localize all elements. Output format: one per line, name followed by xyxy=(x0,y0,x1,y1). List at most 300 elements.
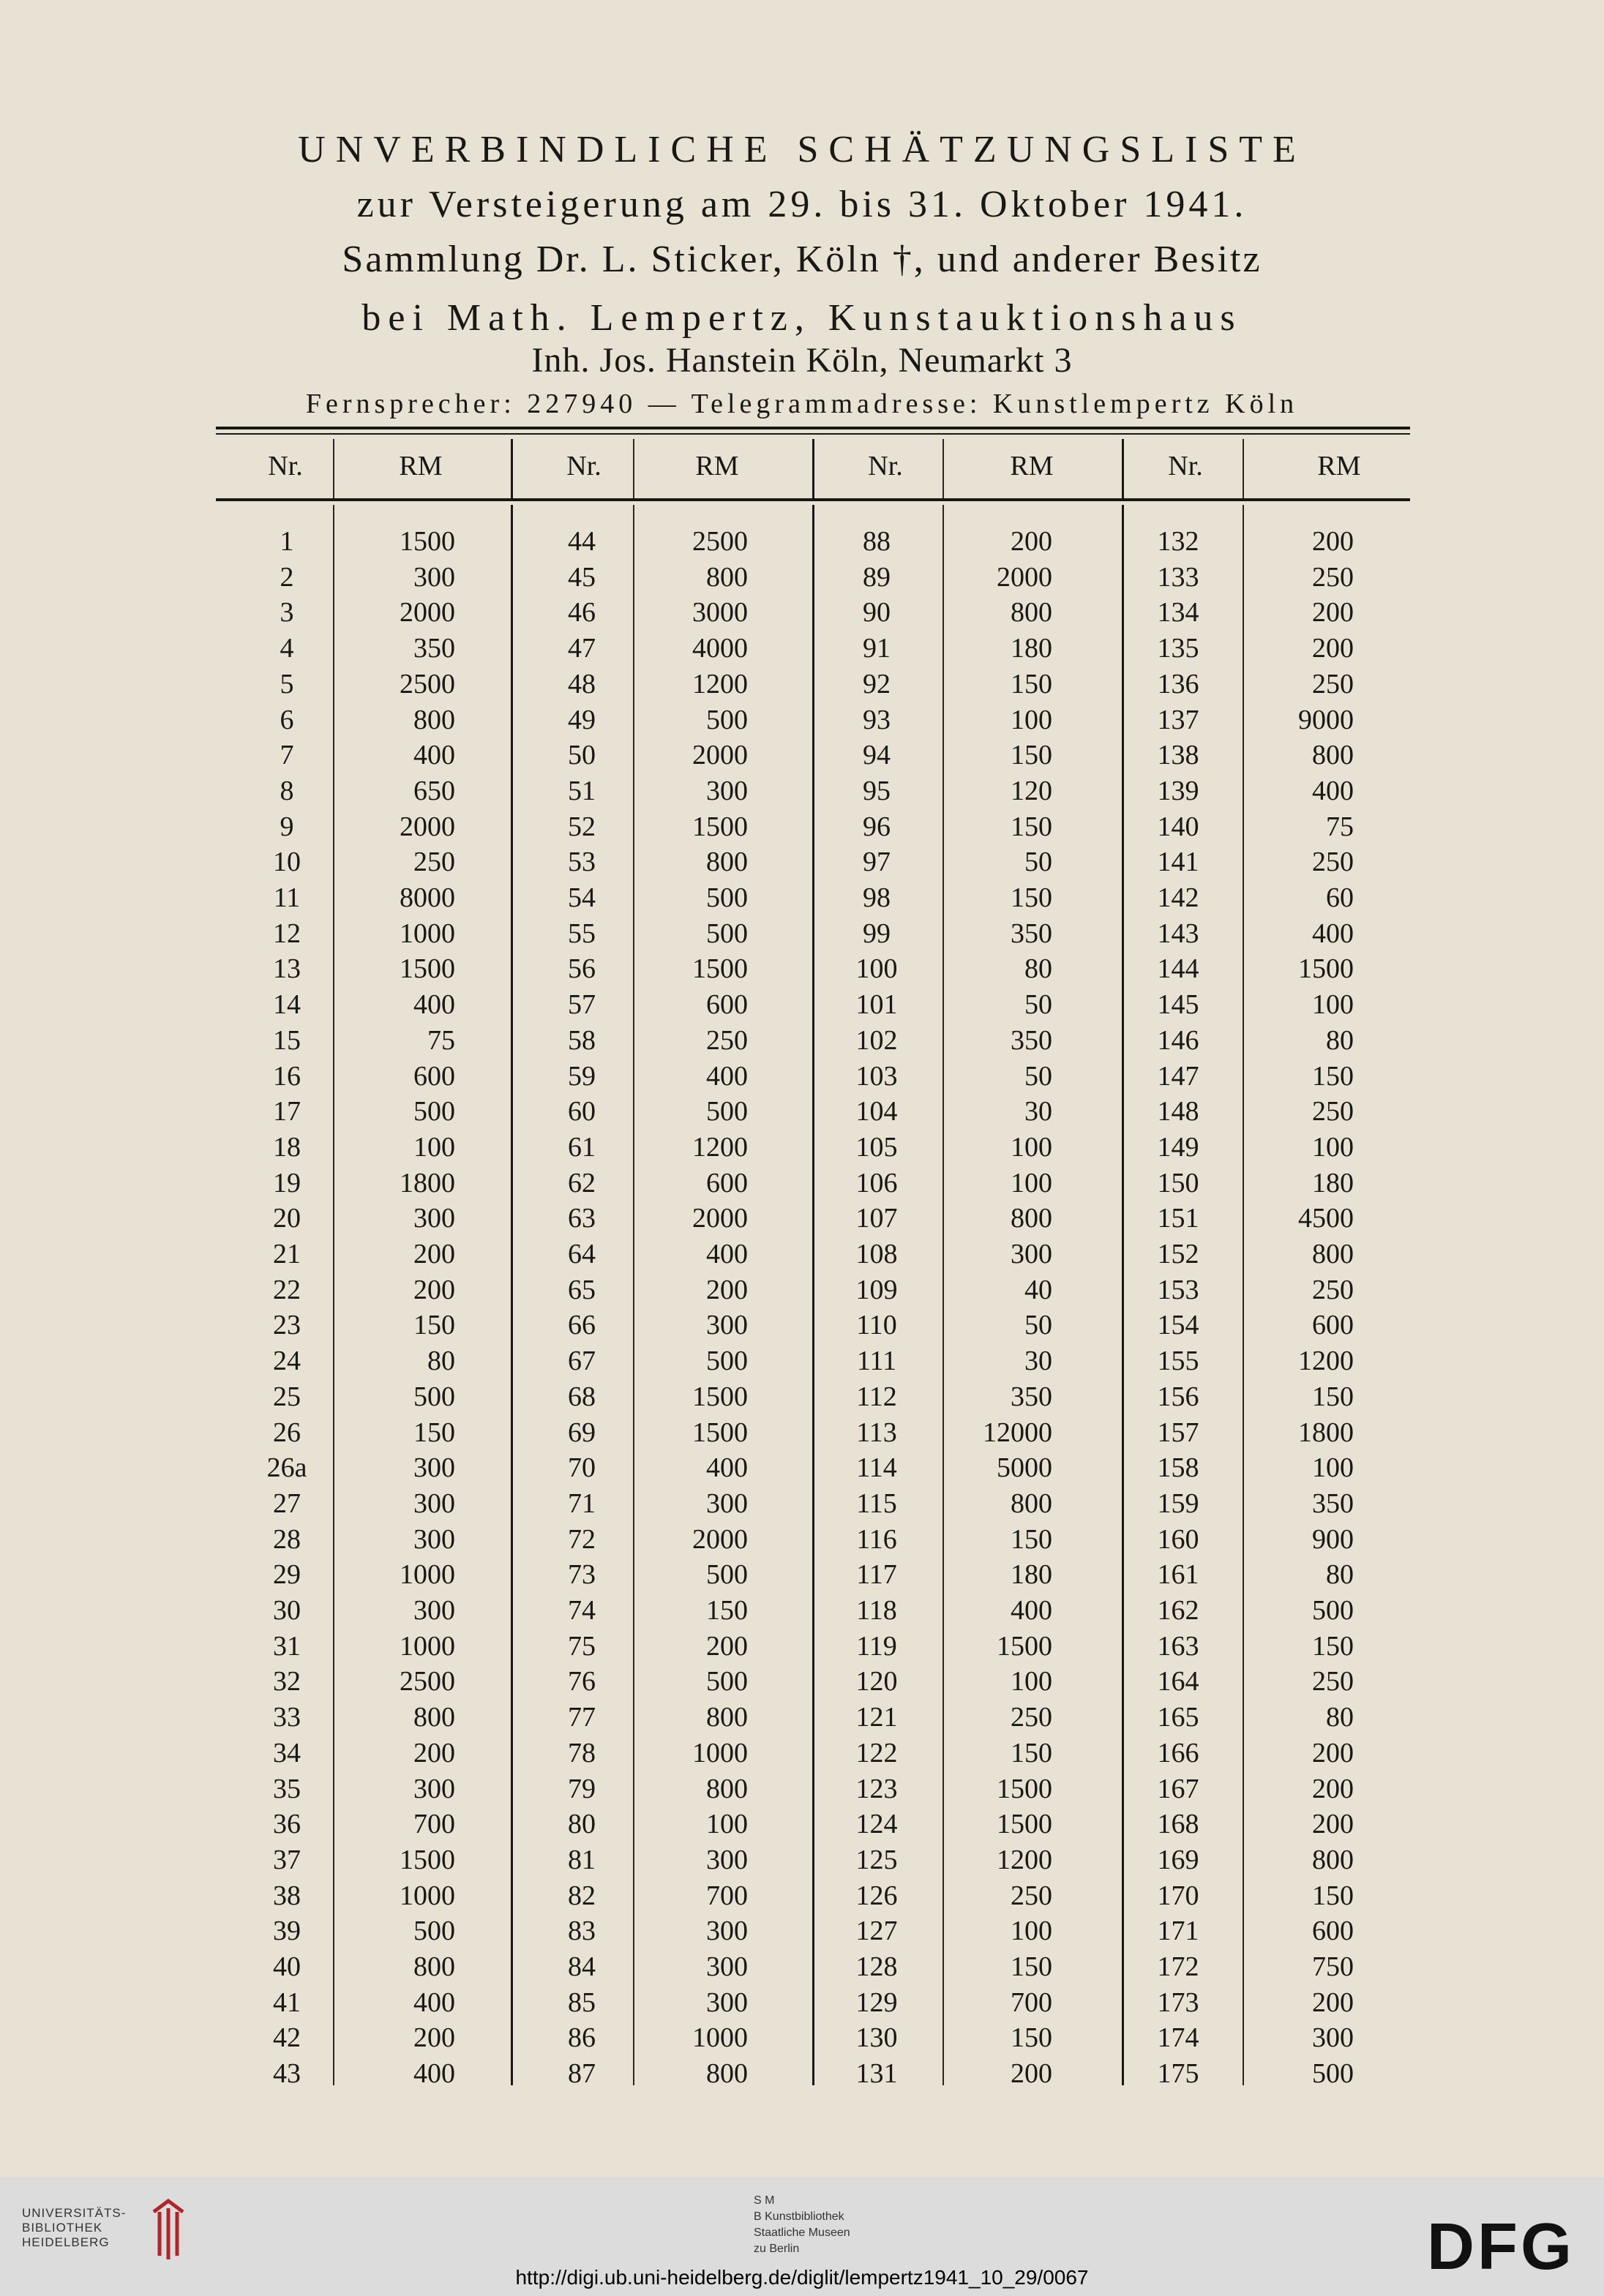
lot-number: 72 xyxy=(568,1524,596,1555)
estimate-value: 800 xyxy=(1312,740,1354,770)
estimate-value: 150 xyxy=(706,1595,748,1626)
estimate-value: 200 xyxy=(1312,1809,1354,1839)
estimate-value: 150 xyxy=(1312,1880,1354,1911)
lot-number: 91 xyxy=(863,633,891,664)
estimate-value: 250 xyxy=(1312,669,1354,699)
lot-number: 152 xyxy=(1157,1239,1199,1269)
lot-number: 145 xyxy=(1157,989,1199,1020)
lot-number: 74 xyxy=(568,1595,596,1626)
lot-number: 52 xyxy=(568,811,596,842)
estimate-value: 4500 xyxy=(1298,1203,1354,1234)
lot-number: 106 xyxy=(855,1168,898,1198)
lot-number: 128 xyxy=(855,1951,898,1982)
lot-number: 123 xyxy=(855,1774,898,1804)
lot-number: 122 xyxy=(855,1738,898,1768)
estimate-value: 600 xyxy=(1312,1310,1354,1340)
lot-number: 23 xyxy=(273,1310,301,1340)
estimate-value: 80 xyxy=(427,1346,455,1376)
estimate-value: 1000 xyxy=(692,1738,748,1768)
lot-number: 39 xyxy=(273,1916,301,1946)
lot-number: 104 xyxy=(855,1096,898,1127)
lot-number: 35 xyxy=(273,1774,301,1804)
lot-number: 138 xyxy=(1157,740,1199,770)
estimate-value: 400 xyxy=(1011,1595,1052,1626)
estimate-value: 300 xyxy=(706,1488,748,1519)
lot-number: 60 xyxy=(568,1096,596,1127)
lot-number: 41 xyxy=(273,1987,301,2018)
lot-number: 87 xyxy=(568,2058,596,2089)
lot-number: 108 xyxy=(855,1239,898,1269)
lot-number: 124 xyxy=(855,1809,898,1839)
estimate-value: 150 xyxy=(1312,1381,1354,1412)
lot-number: 98 xyxy=(863,882,891,913)
estimate-value: 700 xyxy=(1011,1987,1052,2018)
lot-number: 70 xyxy=(568,1452,596,1483)
estimate-value: 1500 xyxy=(997,1631,1052,1662)
estimate-value: 200 xyxy=(706,1631,748,1662)
column-header-rm: RM xyxy=(1010,451,1054,481)
lot-number: 81 xyxy=(568,1845,596,1875)
lot-number: 78 xyxy=(568,1738,596,1768)
estimate-value: 100 xyxy=(1011,1666,1052,1697)
source-url[interactable]: http://digi.ub.uni-heidelberg.de/diglit/lempertz1941_10_29/0067 xyxy=(515,2266,1089,2289)
lot-number: 158 xyxy=(1157,1452,1199,1483)
lot-number: 4 xyxy=(280,633,294,664)
lot-number: 172 xyxy=(1157,1951,1199,1982)
lot-number: 147 xyxy=(1157,1061,1199,1092)
lot-number: 59 xyxy=(568,1061,596,1092)
estimate-value: 500 xyxy=(706,882,748,913)
estimate-value: 150 xyxy=(1312,1631,1354,1662)
lot-number: 93 xyxy=(863,705,891,735)
estimate-value: 200 xyxy=(1011,2058,1052,2089)
lot-number: 14 xyxy=(273,989,301,1020)
header-rule-top-thin xyxy=(216,433,1410,435)
estimate-value: 350 xyxy=(1011,1025,1052,1056)
lot-number: 18 xyxy=(273,1132,301,1163)
estimate-value: 50 xyxy=(1024,989,1052,1020)
lot-number: 161 xyxy=(1157,1559,1199,1590)
lot-number: 134 xyxy=(1157,597,1199,628)
lot-number: 92 xyxy=(863,669,891,699)
estimate-value: 800 xyxy=(706,847,748,877)
estimate-value: 1500 xyxy=(400,1845,455,1875)
lot-number: 3 xyxy=(280,597,294,628)
lot-number: 7 xyxy=(280,740,294,770)
lot-number: 148 xyxy=(1157,1096,1199,1127)
estimate-value: 1500 xyxy=(1298,953,1354,984)
lot-number: 170 xyxy=(1157,1880,1199,1911)
estimate-value: 100 xyxy=(1011,1916,1052,1946)
estimate-value: 600 xyxy=(706,1168,748,1198)
lot-number: 159 xyxy=(1157,1488,1199,1519)
lot-number: 139 xyxy=(1157,776,1199,806)
estimate-value: 250 xyxy=(1011,1880,1052,1911)
lot-number: 44 xyxy=(568,526,596,557)
estimate-value: 400 xyxy=(413,2058,455,2089)
estimate-value: 400 xyxy=(706,1452,748,1483)
column-header-rm: RM xyxy=(695,451,739,481)
estimate-value: 1200 xyxy=(692,1132,748,1163)
estimate-value: 300 xyxy=(413,562,455,593)
estimate-value: 30 xyxy=(1024,1096,1052,1127)
lot-number: 156 xyxy=(1157,1381,1199,1412)
estimate-value: 200 xyxy=(1312,1774,1354,1804)
estimate-value: 300 xyxy=(413,1452,455,1483)
lot-number: 89 xyxy=(863,562,891,593)
estimate-value: 200 xyxy=(413,1275,455,1305)
estimate-value: 300 xyxy=(413,1774,455,1804)
lot-number: 11 xyxy=(273,882,301,913)
lot-number: 32 xyxy=(273,1666,301,1697)
estimate-value: 250 xyxy=(1312,562,1354,593)
estimate-value: 400 xyxy=(413,740,455,770)
lot-number: 5 xyxy=(280,669,294,699)
estimate-value: 800 xyxy=(706,2058,748,2089)
lot-number: 80 xyxy=(568,1809,596,1839)
lot-number: 114 xyxy=(856,1452,897,1483)
estimate-value: 2000 xyxy=(692,1524,748,1555)
estimate-value: 150 xyxy=(1011,669,1052,699)
estimate-value: 1200 xyxy=(997,1845,1052,1875)
estimate-value: 80 xyxy=(1326,1559,1354,1590)
lot-number: 94 xyxy=(863,740,891,770)
lot-number: 118 xyxy=(856,1595,897,1626)
lot-number: 13 xyxy=(273,953,301,984)
lot-number: 48 xyxy=(568,669,596,699)
column-divider xyxy=(511,439,513,498)
estimate-value: 800 xyxy=(1312,1239,1354,1269)
estimate-value: 250 xyxy=(413,847,455,877)
estimate-value: 1000 xyxy=(400,1559,455,1590)
estimate-value: 100 xyxy=(1011,1168,1052,1198)
estimate-value: 1800 xyxy=(400,1168,455,1198)
lot-number: 57 xyxy=(568,989,596,1020)
digitization-footer xyxy=(0,2177,1604,2296)
lot-number: 105 xyxy=(855,1132,898,1163)
lot-number: 151 xyxy=(1157,1203,1199,1234)
lot-number: 120 xyxy=(855,1666,898,1697)
lot-number: 47 xyxy=(568,633,596,664)
estimate-value: 200 xyxy=(1312,597,1354,628)
lot-number: 125 xyxy=(855,1845,898,1875)
lot-number: 66 xyxy=(568,1310,596,1340)
header-rule-top xyxy=(216,427,1410,429)
lot-number: 53 xyxy=(568,847,596,877)
estimate-value: 2500 xyxy=(692,526,748,557)
estimate-value: 2000 xyxy=(692,1203,748,1234)
estimate-value: 400 xyxy=(1312,918,1354,949)
lot-number: 142 xyxy=(1157,882,1199,913)
estimate-value: 250 xyxy=(706,1025,748,1056)
estimate-value: 2000 xyxy=(400,597,455,628)
lot-number: 17 xyxy=(273,1096,301,1127)
estimate-value: 500 xyxy=(706,1346,748,1376)
lot-number: 131 xyxy=(855,2058,898,2089)
lot-number: 76 xyxy=(568,1666,596,1697)
estimate-value: 300 xyxy=(706,1916,748,1946)
estimate-value: 150 xyxy=(413,1310,455,1340)
library-label: UNIVERSITÄTS- BIBLIOTHEK HEIDELBERG xyxy=(22,2206,127,2249)
lot-number: 43 xyxy=(273,2058,301,2089)
estimate-value: 1800 xyxy=(1298,1417,1354,1448)
estimate-value: 400 xyxy=(706,1061,748,1092)
estimate-value: 300 xyxy=(706,1987,748,2018)
lot-number: 22 xyxy=(273,1275,301,1305)
lot-number: 97 xyxy=(863,847,891,877)
lot-number: 38 xyxy=(273,1880,301,1911)
column-divider xyxy=(1122,439,1124,498)
column-header-nr: Nr. xyxy=(268,451,303,481)
lot-number: 136 xyxy=(1157,669,1199,699)
lot-number: 58 xyxy=(568,1025,596,1056)
lot-number: 46 xyxy=(568,597,596,628)
estimate-value: 2500 xyxy=(400,1666,455,1697)
estimate-value: 300 xyxy=(1312,2022,1354,2053)
estimate-value: 8000 xyxy=(400,882,455,913)
lot-number: 143 xyxy=(1157,918,1199,949)
lot-number: 33 xyxy=(273,1702,301,1733)
lot-number: 26 xyxy=(273,1417,301,1448)
lot-number: 141 xyxy=(1157,847,1199,877)
estimate-value: 400 xyxy=(413,989,455,1020)
estimate-value: 350 xyxy=(413,633,455,664)
lot-number: 132 xyxy=(1157,526,1199,557)
estimate-value: 800 xyxy=(413,1951,455,1982)
estimate-value: 1500 xyxy=(400,953,455,984)
estimate-value: 1000 xyxy=(400,1880,455,1911)
lot-number: 107 xyxy=(855,1203,898,1234)
lot-number: 10 xyxy=(273,847,301,877)
estimate-value: 3000 xyxy=(692,597,748,628)
estimate-value: 500 xyxy=(413,1381,455,1412)
column-header-rm: RM xyxy=(399,451,443,481)
estimate-value: 80 xyxy=(1326,1702,1354,1733)
lot-number: 135 xyxy=(1157,633,1199,664)
estimate-value: 1500 xyxy=(400,526,455,557)
lot-number: 26a xyxy=(266,1452,307,1483)
estimate-value: 400 xyxy=(1312,776,1354,806)
lot-number: 34 xyxy=(273,1738,301,1768)
estimate-value: 150 xyxy=(1011,1951,1052,1982)
estimate-value: 700 xyxy=(706,1880,748,1911)
estimate-value: 200 xyxy=(1312,526,1354,557)
estimate-value: 200 xyxy=(1312,1738,1354,1768)
estimate-value: 60 xyxy=(1326,882,1354,913)
lot-number: 127 xyxy=(855,1916,898,1946)
lot-number: 19 xyxy=(273,1168,301,1198)
estimate-value: 800 xyxy=(1011,1203,1052,1234)
lot-number: 65 xyxy=(568,1275,596,1305)
lot-number: 102 xyxy=(855,1025,898,1056)
collection-line: Sammlung Dr. L. Sticker, Köln †, und anderer Besitz xyxy=(342,239,1262,280)
lot-number: 140 xyxy=(1157,811,1199,842)
lot-number: 51 xyxy=(568,776,596,806)
estimate-value: 150 xyxy=(1011,811,1052,842)
estimate-value: 5000 xyxy=(997,1452,1052,1483)
lot-number: 37 xyxy=(273,1845,301,1875)
estimate-value: 200 xyxy=(413,1239,455,1269)
lot-number: 63 xyxy=(568,1203,596,1234)
lot-number: 150 xyxy=(1157,1168,1199,1198)
estimate-value: 2000 xyxy=(997,562,1052,593)
estimate-value: 100 xyxy=(1312,1132,1354,1163)
estimate-value: 800 xyxy=(706,562,748,593)
estimate-value: 700 xyxy=(413,1809,455,1839)
lot-number: 126 xyxy=(855,1880,898,1911)
estimate-value: 1500 xyxy=(692,811,748,842)
lot-number: 27 xyxy=(273,1488,301,1519)
lot-number: 9 xyxy=(280,811,294,842)
lot-number: 115 xyxy=(856,1488,897,1519)
estimate-value: 100 xyxy=(1312,989,1354,1020)
estimate-value: 1200 xyxy=(1298,1346,1354,1376)
estimate-value: 1000 xyxy=(400,918,455,949)
lot-number: 86 xyxy=(568,2022,596,2053)
estimate-value: 75 xyxy=(427,1025,455,1056)
lot-number: 69 xyxy=(568,1417,596,1448)
estimate-value: 100 xyxy=(1312,1452,1354,1483)
lot-number: 96 xyxy=(863,811,891,842)
lot-number: 109 xyxy=(855,1275,898,1305)
estimate-value: 350 xyxy=(1011,918,1052,949)
lot-number: 75 xyxy=(568,1631,596,1662)
estimate-value: 800 xyxy=(706,1774,748,1804)
lot-number: 15 xyxy=(273,1025,301,1056)
estimate-value: 250 xyxy=(1312,1096,1354,1127)
estimate-value: 50 xyxy=(1024,1310,1052,1340)
estimate-value: 500 xyxy=(706,1666,748,1697)
estimate-value: 250 xyxy=(1312,847,1354,877)
lot-number: 24 xyxy=(273,1346,301,1376)
estimate-value: 300 xyxy=(706,1845,748,1875)
library-logo-icon xyxy=(146,2197,190,2263)
lot-number: 29 xyxy=(273,1559,301,1590)
estimate-value: 900 xyxy=(1312,1524,1354,1555)
lot-number: 49 xyxy=(568,705,596,735)
header-rule-bottom xyxy=(216,498,1410,501)
auction-date-line: zur Versteigerung am 29. bis 31. Oktober 1941. xyxy=(356,184,1248,225)
contact-line: Fernsprecher: 227940 — Telegrammadresse: Kunstlempertz Köln xyxy=(305,389,1299,419)
estimate-value: 250 xyxy=(1312,1666,1354,1697)
lot-number: 117 xyxy=(856,1559,897,1590)
estimate-value: 40 xyxy=(1024,1275,1052,1305)
lot-number: 90 xyxy=(863,597,891,628)
lot-number: 149 xyxy=(1157,1132,1199,1163)
estimate-value: 300 xyxy=(706,776,748,806)
lot-number: 116 xyxy=(856,1524,897,1555)
dfg-logo: DFG xyxy=(1427,2210,1575,2284)
estimate-value: 150 xyxy=(1312,1061,1354,1092)
lot-number: 55 xyxy=(568,918,596,949)
column-divider xyxy=(812,439,814,498)
estimate-value: 600 xyxy=(413,1061,455,1092)
estimate-value: 600 xyxy=(1312,1916,1354,1946)
lot-number: 84 xyxy=(568,1951,596,1982)
lot-number: 137 xyxy=(1157,705,1199,735)
estimate-value: 80 xyxy=(1326,1025,1354,1056)
estimate-value: 1200 xyxy=(692,669,748,699)
column-header-nr: Nr. xyxy=(1168,451,1203,481)
lot-number: 162 xyxy=(1157,1595,1199,1626)
lot-number: 160 xyxy=(1157,1524,1199,1555)
estimate-value: 150 xyxy=(1011,1738,1052,1768)
lot-number: 6 xyxy=(280,705,294,735)
estimate-value: 4000 xyxy=(692,633,748,664)
lot-number: 2 xyxy=(280,562,294,593)
lot-number: 119 xyxy=(856,1631,897,1662)
lot-number: 67 xyxy=(568,1346,596,1376)
lot-number: 12 xyxy=(273,918,301,949)
lot-number: 154 xyxy=(1157,1310,1199,1340)
lot-number: 99 xyxy=(863,918,891,949)
lot-number: 155 xyxy=(1157,1346,1199,1376)
estimate-value: 150 xyxy=(413,1417,455,1448)
estimate-value: 250 xyxy=(1312,1275,1354,1305)
lot-number: 129 xyxy=(855,1987,898,2018)
estimate-value: 350 xyxy=(1011,1381,1052,1412)
estimate-value: 800 xyxy=(413,705,455,735)
estimate-value: 1000 xyxy=(400,1631,455,1662)
estimate-value: 300 xyxy=(413,1488,455,1519)
estimate-value: 150 xyxy=(1011,882,1052,913)
estimate-value: 180 xyxy=(1011,633,1052,664)
lot-number: 73 xyxy=(568,1559,596,1590)
lot-number: 112 xyxy=(856,1381,897,1412)
estimate-value: 100 xyxy=(413,1132,455,1163)
lot-number: 71 xyxy=(568,1488,596,1519)
lot-number: 167 xyxy=(1157,1774,1199,1804)
lot-number: 88 xyxy=(863,526,891,557)
lot-number: 133 xyxy=(1157,562,1199,593)
lot-number: 101 xyxy=(855,989,898,1020)
estimate-value: 1500 xyxy=(692,953,748,984)
lot-number: 79 xyxy=(568,1774,596,1804)
column-divider xyxy=(511,505,513,2085)
lot-number: 103 xyxy=(855,1061,898,1092)
estimate-value: 800 xyxy=(706,1702,748,1733)
estimate-value: 75 xyxy=(1326,811,1354,842)
estimate-value: 150 xyxy=(1011,740,1052,770)
estimate-value: 100 xyxy=(706,1809,748,1839)
estimate-value: 300 xyxy=(706,1310,748,1340)
lot-number: 54 xyxy=(568,882,596,913)
lot-number: 153 xyxy=(1157,1275,1199,1305)
column-header-nr: Nr. xyxy=(566,451,602,481)
page-title: UNVERBINDLICHE SCHÄTZUNGSLISTE xyxy=(298,129,1306,170)
lot-number: 163 xyxy=(1157,1631,1199,1662)
estimate-value: 200 xyxy=(706,1275,748,1305)
estimate-value: 500 xyxy=(706,705,748,735)
owner-address-line: Inh. Jos. Hanstein Köln, Neumarkt 3 xyxy=(531,341,1073,380)
lot-number: 130 xyxy=(855,2022,898,2053)
estimate-value: 300 xyxy=(413,1524,455,1555)
estimate-value: 100 xyxy=(1011,1132,1052,1163)
estimate-value: 300 xyxy=(1011,1239,1052,1269)
estimate-value: 2500 xyxy=(400,669,455,699)
lot-number: 25 xyxy=(273,1381,301,1412)
estimate-value: 600 xyxy=(706,989,748,1020)
museum-label: S M B Kunstbibliothek Staatliche Museen zu Berlin xyxy=(754,2194,850,2255)
column-header-nr: Nr. xyxy=(868,451,903,481)
estimate-value: 350 xyxy=(1312,1488,1354,1519)
estimate-value: 800 xyxy=(413,1702,455,1733)
estimate-value: 2000 xyxy=(400,811,455,842)
estimate-value: 750 xyxy=(1312,1951,1354,1982)
estimate-value: 500 xyxy=(706,1559,748,1590)
lot-number: 21 xyxy=(273,1239,301,1269)
estimate-value: 200 xyxy=(1011,526,1052,557)
